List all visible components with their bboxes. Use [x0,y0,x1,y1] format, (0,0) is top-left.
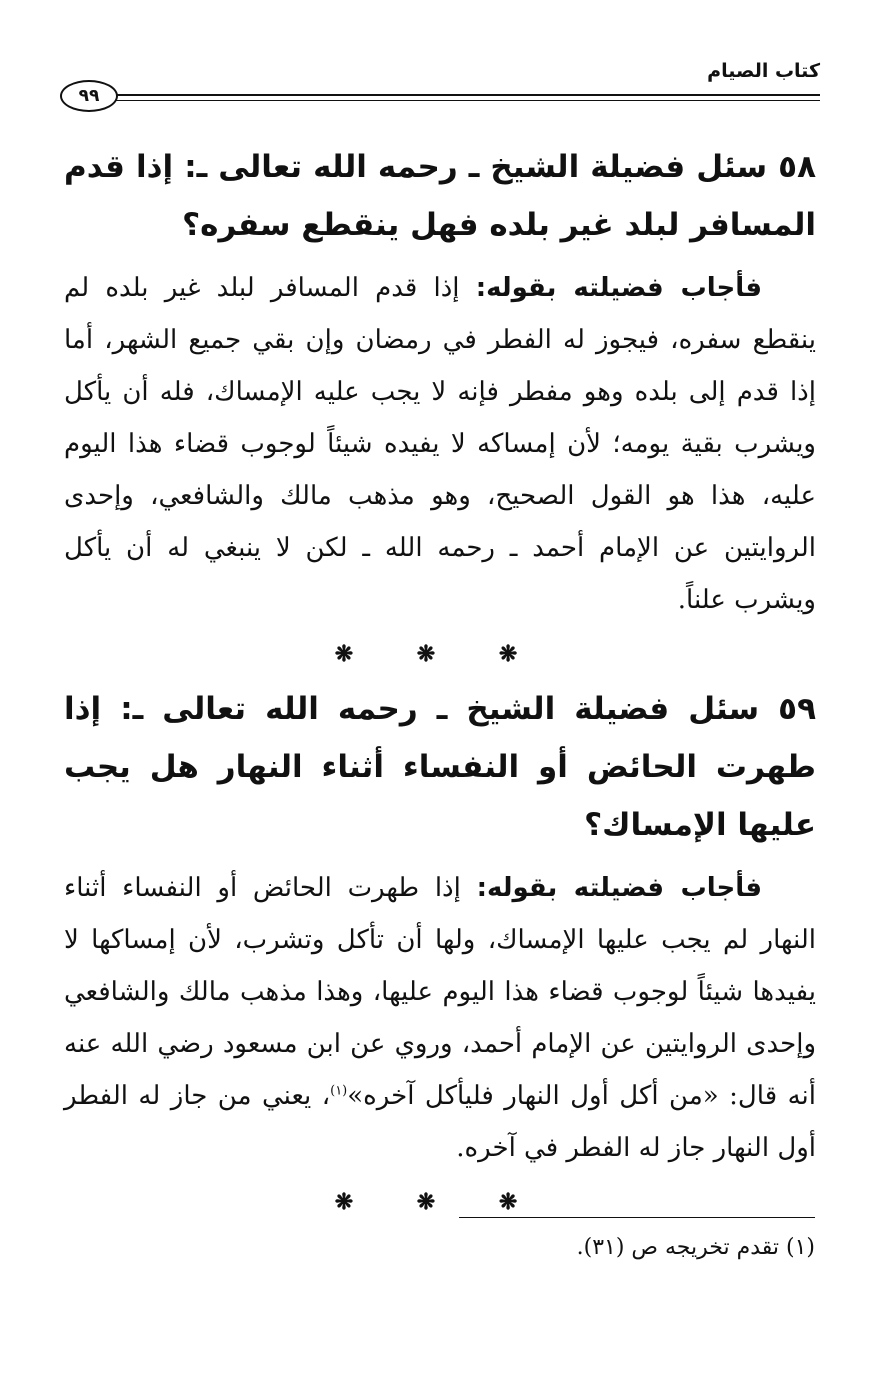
running-header [60,56,820,116]
header-rule-thin [114,100,820,101]
section-separator: ❋ ❋ ❋ [334,1189,546,1215]
page-content [64,138,816,1228]
section-separator: ❋ ❋ ❋ [334,641,546,667]
book-title: كتاب الصيام [707,60,820,82]
footnote: (١) تقدم تخريجه ص (٣١). [576,1235,815,1260]
page-number: ٩٩ [60,80,118,112]
answer-lead: فأجاب فضيلته بقوله: [476,873,762,903]
header-rule-thick [114,94,820,96]
answer-text: إذا قدم المسافر لبلد غير بلده لم ينقطع سفره، فيجوز له الفطر في رمضان وإن بقي جميع الشهر، أما إذا قدم إلى بلده وهو مفطر فإنه لا يجب عليه الإمساك، فله أن يأكل ويشرب بقية يومه؛ لأن إمساكه لا يفيده شيئاً لوجوب قضاء هذا اليوم عليه، هذا هو القول الصحيح، وهو مذهب مالك والشافعي، وإحدى الروايتين عن الإمام أحمد ـ رحمه الله ـ لكن لا ينبغي له أن يأكل ويشرب علناً. [64,273,816,615]
question-59: ٥٩ سئل فضيلة الشيخ ـ رحمه الله تعالى ـ: إذا طهرت الحائض أو النفساء أثناء النهار هل يجب عليها الإمساك؟ [64,691,816,843]
footnote-marker[interactable]: (١) [330,1083,348,1099]
answer-59 [64,862,816,1174]
answer-text: إذا طهرت الحائض أو النفساء أثناء النهار لم يجب عليها الإمساك، ولها أن تأكل وتشرب، لأن إمساكها لا يفيدها شيئاً لوجوب قضاء هذا اليوم عليها، وهذا مذهب مالك والشافعي وإحدى الروايتين عن الإمام أحمد، وروي عن ابن مسعود رضي الله عنه أنه قال: «من أكل أول النهار فليأكل آخره» [64,873,816,1111]
question-58: ٥٨ سئل فضيلة الشيخ ـ رحمه الله تعالى ـ: إذا قدم المسافر لبلد غير بلده فهل ينقطع سفره؟ [64,149,816,243]
answer-lead: فأجاب فضيلته بقوله: [475,273,762,303]
answer-text: ، يعني من جاز له الفطر أول النهار جاز له الفطر في آخره. [64,1081,816,1163]
footnote-rule [459,1217,815,1218]
answer-58 [64,262,816,626]
